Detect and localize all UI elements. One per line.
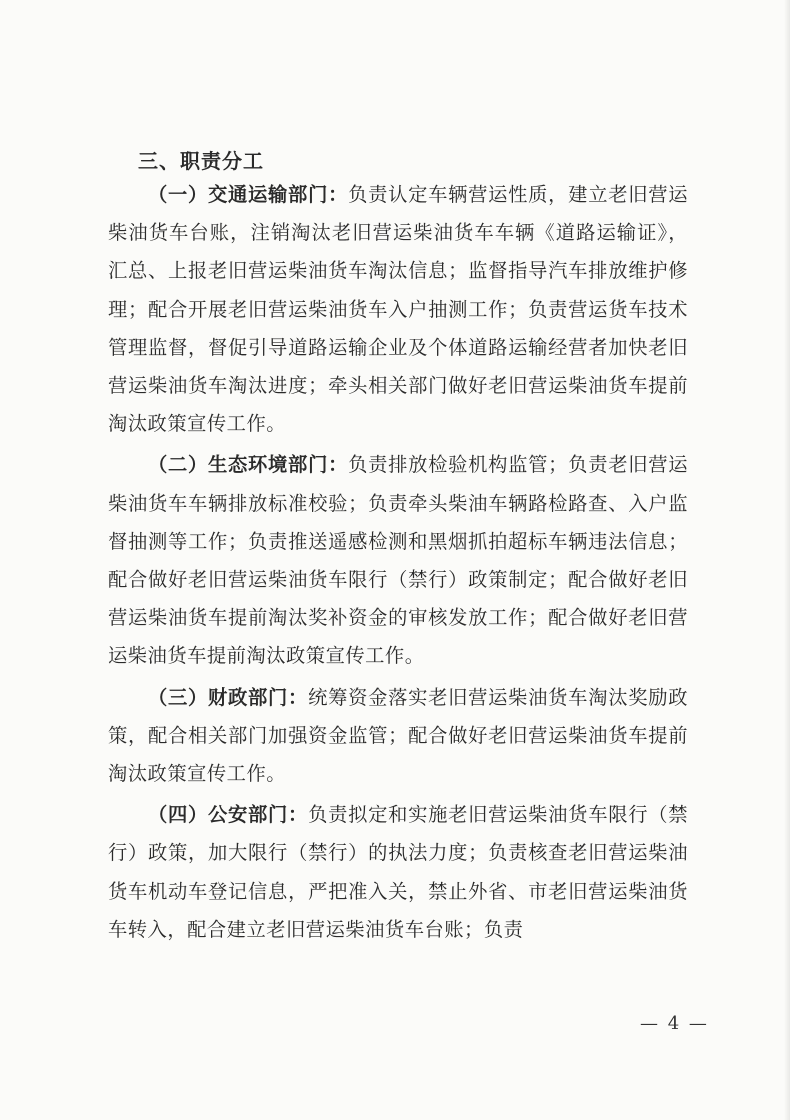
paragraph-transport bbox=[108, 176, 688, 443]
paragraph-finance bbox=[108, 679, 688, 794]
page-number: — 4 — bbox=[640, 1013, 709, 1034]
document-body bbox=[108, 147, 688, 949]
dept-label-ecology: （二）生态环境部门： bbox=[148, 453, 349, 477]
paragraph-ecology bbox=[108, 446, 688, 675]
paragraph-text-transport: 负责认定车辆营运性质，建立老旧营运柴油货车台账，注销淘汰老旧营运柴油货车车辆《道路运输证》，汇总、上报老旧营运柴油货车淘汰信息；监督指导汽车排放维护修理；配合开展老旧营运柴油货车入户抽测工作；负责营运货车技术管理监督，督促引导道路运输企业及个体道路运输经营者加快老旧营运柴油货车淘汰进度；牵头相关部门做好老旧营运柴油货车提前淘汰政策宣传工作。 bbox=[108, 183, 689, 436]
paragraph-text-police: 负责拟定和实施老旧营运柴油货车限行（禁行）政策，加大限行（禁行）的执法力度；负责核查老旧营运柴油货车机动车登记信息，严把准入关，禁止外省、市老旧营运柴油货车转入，配合建立老旧营运柴油货车台账；负责 bbox=[108, 803, 689, 941]
paragraph-police bbox=[108, 796, 688, 949]
scan-edge-shadow bbox=[784, 0, 790, 1120]
dept-label-transport: （一）交通运输部门： bbox=[148, 183, 349, 206]
paragraph-text-ecology: 负责排放检验机构监管；负责老旧营运柴油货车车辆排放标准校验；负责牵头柴油车辆路检路查、入户监督抽测等工作；负责推送遥感检测和黑烟抓拍超标车辆违法信息；配合做好老旧营运柴油货车限行（禁行）政策制定；配合做好老旧营运柴油货车提前淘汰奖补资金的审核发放工作；配合做好老旧营运柴油货车提前淘汰政策宣传工作。 bbox=[108, 453, 689, 668]
dept-label-finance: （三）财政部门： bbox=[148, 685, 309, 709]
paragraph-text-finance: 统筹资金落实老旧营运柴油货车淘汰奖励政策，配合相关部门加强资金监管；配合做好老旧营运柴油货车提前淘汰政策宣传工作。 bbox=[108, 685, 689, 786]
section-heading: 三、职责分工 bbox=[138, 149, 264, 173]
dept-label-police: （四）公安部门： bbox=[148, 803, 309, 827]
